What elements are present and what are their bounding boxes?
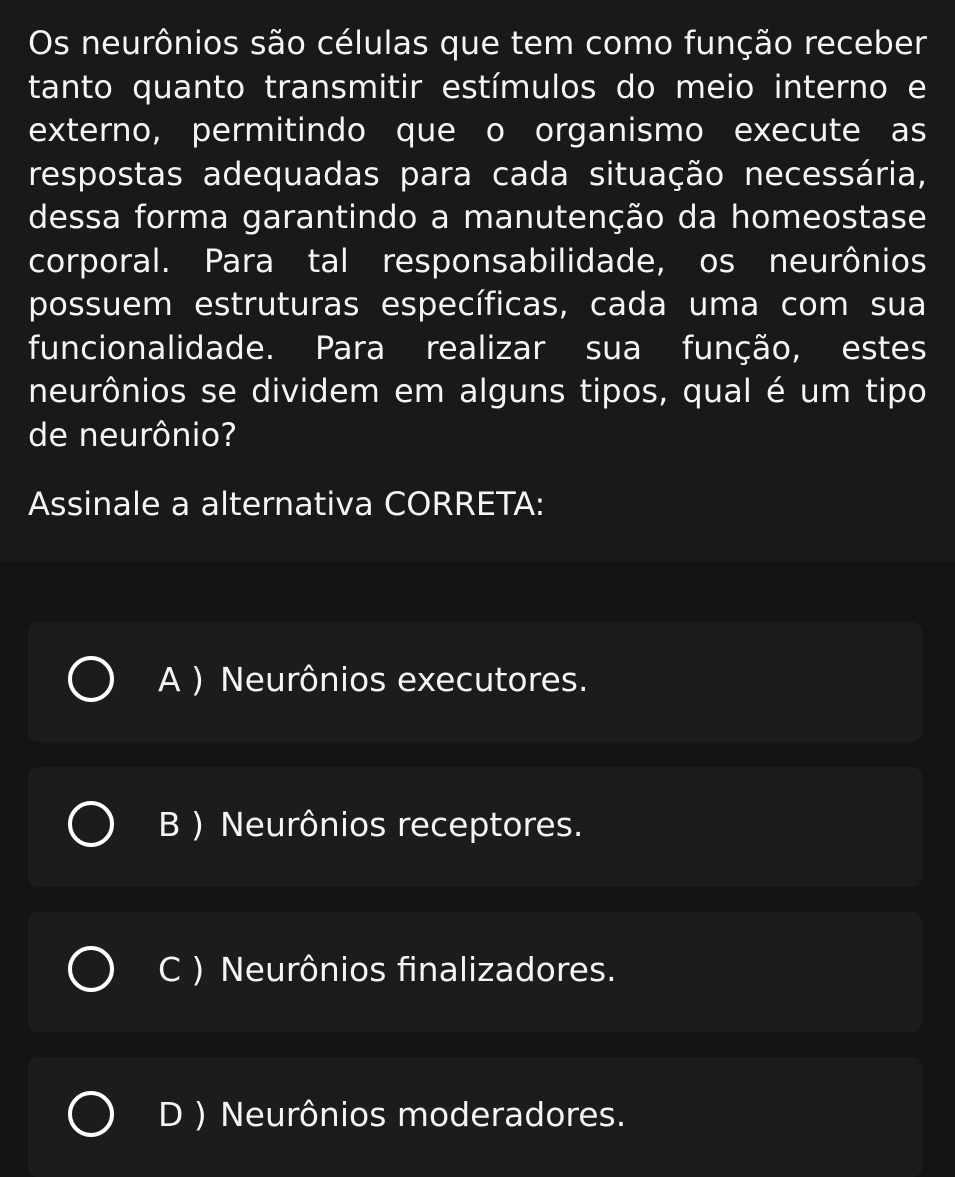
radio-circle-icon[interactable] bbox=[68, 946, 114, 992]
question-panel bbox=[0, 0, 955, 562]
option-a[interactable] bbox=[28, 622, 922, 742]
option-letter: C ) bbox=[158, 950, 205, 989]
option-c[interactable] bbox=[28, 912, 922, 1032]
option-label: Neurônios moderadores. bbox=[220, 1095, 627, 1134]
option-letter: A ) bbox=[158, 660, 204, 699]
option-label: Neurônios executores. bbox=[220, 660, 589, 699]
options-list bbox=[0, 562, 955, 1146]
option-b[interactable] bbox=[28, 767, 922, 887]
radio-circle-icon[interactable] bbox=[68, 801, 114, 847]
radio-circle-icon[interactable] bbox=[68, 656, 114, 702]
option-letter: B ) bbox=[158, 805, 205, 844]
option-label: Neurônios receptores. bbox=[220, 805, 584, 844]
question-text: Os neurônios são células que tem como função receber tanto quanto transmitir estímulos do meio interno e externo, permitindo que o organismo execute as respostas adequadas para cada situação necessária, dessa forma garantindo a manutenção da homeostase corporal. Para tal responsabilidade, os neurônios possuem estruturas específicas, cada uma com sua funcionalidade. Para realizar sua função, estes neurônios se dividem em alguns tipos, qual é um tipo de neurônio? bbox=[28, 24, 927, 454]
option-letter: D ) bbox=[158, 1095, 207, 1134]
instruction-text: Assinale a alternativa CORRETA: bbox=[28, 485, 546, 523]
option-label: Neurônios finalizadores. bbox=[220, 950, 617, 989]
option-d[interactable] bbox=[28, 1057, 922, 1177]
radio-circle-icon[interactable] bbox=[68, 1091, 114, 1137]
